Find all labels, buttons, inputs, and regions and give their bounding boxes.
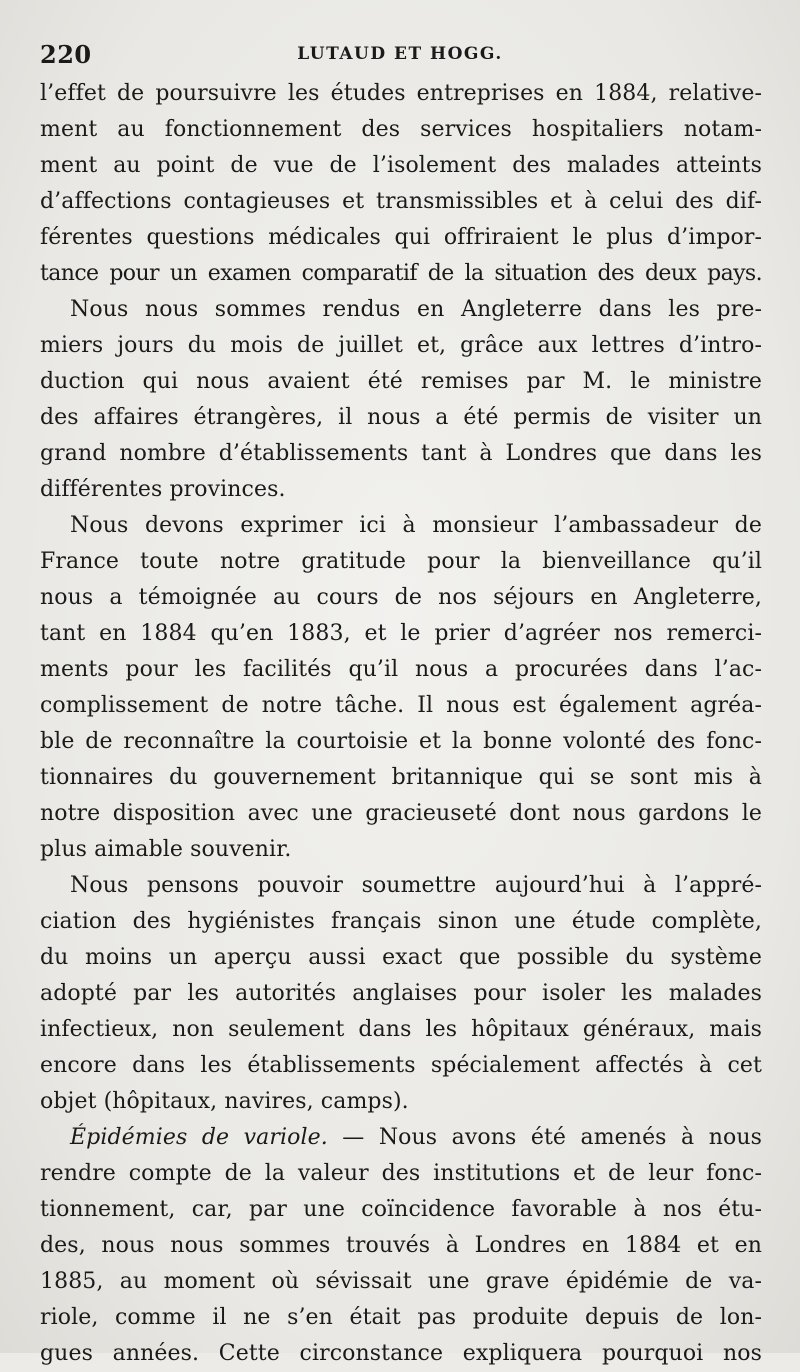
text-line: France toute notre gratitude pour la bienveillance qu’il — [40, 549, 762, 574]
text-line: grand nombre d’établissements tant à Londres que dans les — [40, 441, 762, 466]
text-line: objet (hôpitaux, navires, camps). — [40, 1089, 409, 1114]
text-line-lead — [40, 1120, 762, 1156]
text-line: complissement de notre tâche. Il nous est également agréa- — [40, 693, 762, 718]
text-line: 1885, au moment où sévissait une grave épidémie de va- — [40, 1269, 762, 1294]
text-line: infectieux, non seulement dans les hôpitaux généraux, mais — [40, 1017, 762, 1042]
text-line: tionnaires du gouvernement britannique qui se sont mis à — [40, 765, 762, 790]
text-line: l’effet de poursuivre les études entreprises en 1884, relative- — [40, 81, 762, 106]
text-line: des, nous nous sommes trouvés à Londres en 1884 et en — [40, 1233, 762, 1258]
text-line: ments pour les facilités qu’il nous a procurées dans l’ac- — [40, 657, 762, 682]
text-line: tant en 1884 qu’en 1883, et le prier d’agréer nos remerci- — [40, 621, 762, 646]
text-line: duction qui nous avaient été remises par M. le ministre — [40, 369, 762, 394]
text-line: rendre compte de la valeur des institutions et de leur fonc- — [40, 1161, 762, 1186]
text-line: Nous pensons pouvoir soumettre aujourd’hui à l’appré- — [70, 873, 762, 898]
paragraph — [40, 1120, 762, 1372]
text-line: d’affections contagieuses et transmissibles et à celui des dif- — [40, 189, 762, 214]
text-line: gues années. Cette circonstance expliquera pourquoi nos — [40, 1341, 762, 1366]
running-head: LUTAUD ET HOGG. — [297, 44, 503, 64]
text-line: nous a témoignée au cours de nos séjours en Angleterre, — [40, 585, 762, 610]
paragraph — [40, 292, 762, 508]
text-line: notre disposition avec une gracieuseté dont nous gardons le — [40, 801, 762, 826]
text-line: férentes questions médicales qui offriraient le plus d’impor- — [40, 225, 762, 250]
text-line: tance pour un examen comparatif de la situation des deux pays. — [40, 261, 762, 286]
text-line: adopté par les autorités anglaises pour isoler les malades — [40, 981, 762, 1006]
text-line: Nous nous sommes rendus en Angleterre dans les pre- — [70, 297, 762, 322]
text-line: Nous devons exprimer ici à monsieur l’ambassadeur de — [70, 513, 762, 538]
text-line: ment au fonctionnement des services hospitaliers notam- — [40, 117, 762, 142]
lead-text: — Nous avons été amenés à nous — [327, 1125, 762, 1150]
text-line: des affaires étrangères, il nous a été permis de visiter un — [40, 405, 762, 430]
body-text — [40, 76, 762, 1372]
text-line: encore dans les établissements spécialement affectés à cet — [40, 1053, 762, 1078]
text-line: différentes provinces. — [40, 477, 286, 502]
page-number: 220 — [40, 40, 92, 69]
section-heading-inline: Épidémies de variole. — [70, 1125, 328, 1150]
page-header — [38, 40, 762, 74]
text-line: riole, comme il ne s’en était pas produite depuis de lon- — [40, 1305, 762, 1330]
text-line: miers jours du mois de juillet et, grâce aux lettres d’intro- — [40, 333, 762, 358]
paragraph — [40, 868, 762, 1120]
text-line: ciation des hygiénistes français sinon une étude complète, — [40, 909, 762, 934]
text-line: ment au point de vue de l’isolement des malades atteints — [40, 153, 762, 178]
text-line: plus aimable souvenir. — [40, 837, 292, 862]
paragraph — [40, 76, 762, 292]
text-line: du moins un aperçu aussi exact que possible du système — [40, 945, 762, 970]
text-line: tionnement, car, par une coïncidence favorable à nos étu- — [40, 1197, 762, 1222]
text-line: ble de reconnaître la courtoisie et la bonne volonté des fonc- — [40, 729, 762, 754]
paragraph — [40, 508, 762, 868]
